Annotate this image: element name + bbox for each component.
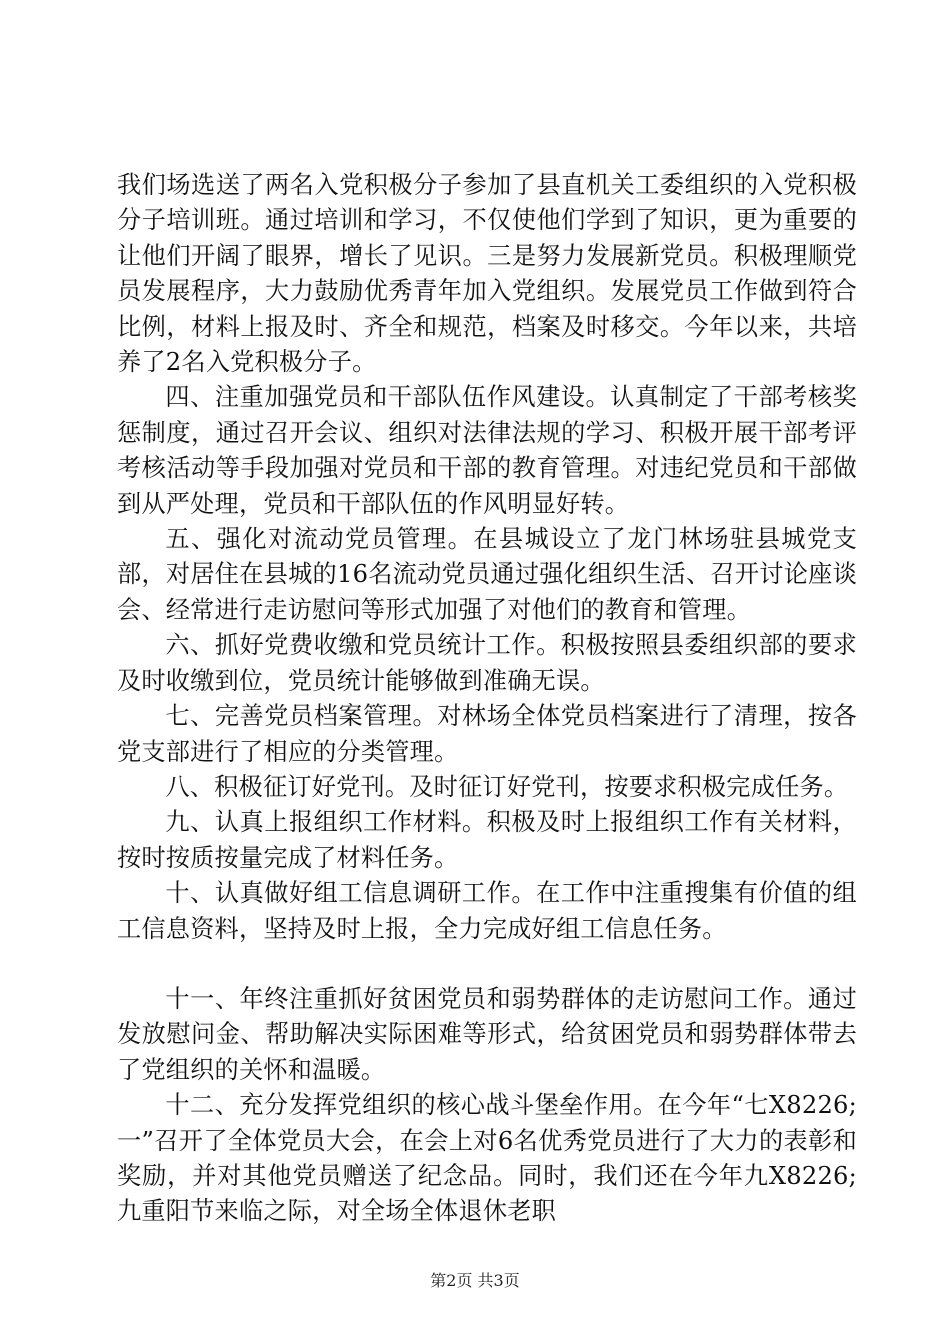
paragraph-4: 六、抓好党费收缴和党员统计工作。积极按照县委组织部的要求及时收缴到位，党员统计能够做到准确无误。 bbox=[117, 631, 857, 695]
paragraph-5: 七、完善党员档案管理。对林场全体党员档案进行了清理，按各党支部进行了相应的分类管理。 bbox=[117, 702, 857, 766]
paragraph-3: 五、强化对流动党员管理。在县城设立了龙门林场驻县城党支部，对居住在县城的16名流动党员通过强化组织生活、召开讨论座谈会、经常进行走访慰问等形式加强了对他们的教育和管理。 bbox=[117, 525, 857, 624]
page-footer: 第2页 共3页 bbox=[430, 1271, 520, 1290]
paragraph-7: 九、认真上报组织工作材料。积极及时上报组织工作有关材料，按时按质按量完成了材料任务。 bbox=[117, 808, 857, 872]
paragraph-6: 八、积极征订好党刊。及时征订好党刊，按要求积极完成任务。 bbox=[165, 772, 849, 801]
paragraph-1: 我们场选送了两名入党积极分子参加了县直机关工委组织的入党积极分子培训班。通过培训和学习，不仅使他们学到了知识，更为重要的让他们开阔了眼界，增长了见识。三是努力发展新党员。积极理顺党员发展程序，大力鼓励优秀青年加入党组织。发展党员工作做到符合比例，材料上报及时、齐全和规范，档案及时移交。今年以来，共培养了2名入党积极分子。 bbox=[117, 171, 857, 377]
paragraph-8: 十、认真做好组工信息调研工作。在工作中注重搜集有价值的组工信息资料，坚持及时上报，全力完成好组工信息任务。 bbox=[117, 879, 857, 943]
paragraph-10: 十二、充分发挥党组织的核心战斗堡垒作用。在今年“七X8226;一”召开了全体党员大会，在会上对6名优秀党员进行了大力的表彰和奖励，并对其他党员赠送了纪念品。同时，我们还在今年九X8226;九重阳节来临之际，对全场全体退休老职 bbox=[117, 1091, 857, 1226]
body-text bbox=[117, 168, 857, 1230]
paragraph-9: 十一、年终注重抓好贫困党员和弱势群体的走访慰问工作。通过发放慰问金、帮助解决实际困难等形式，给贫困党员和弱势群体带去了党组织的关怀和温暖。 bbox=[117, 984, 857, 1084]
paragraph-2: 四、注重加强党员和干部队伍作风建设。认真制定了干部考核奖惩制度，通过召开会议、组织对法律法规的学习、积极开展干部考评考核活动等手段加强对党员和干部的教育管理。对违纪党员和干部做到从严处理，党员和干部队伍的作风明显好转。 bbox=[117, 383, 857, 518]
